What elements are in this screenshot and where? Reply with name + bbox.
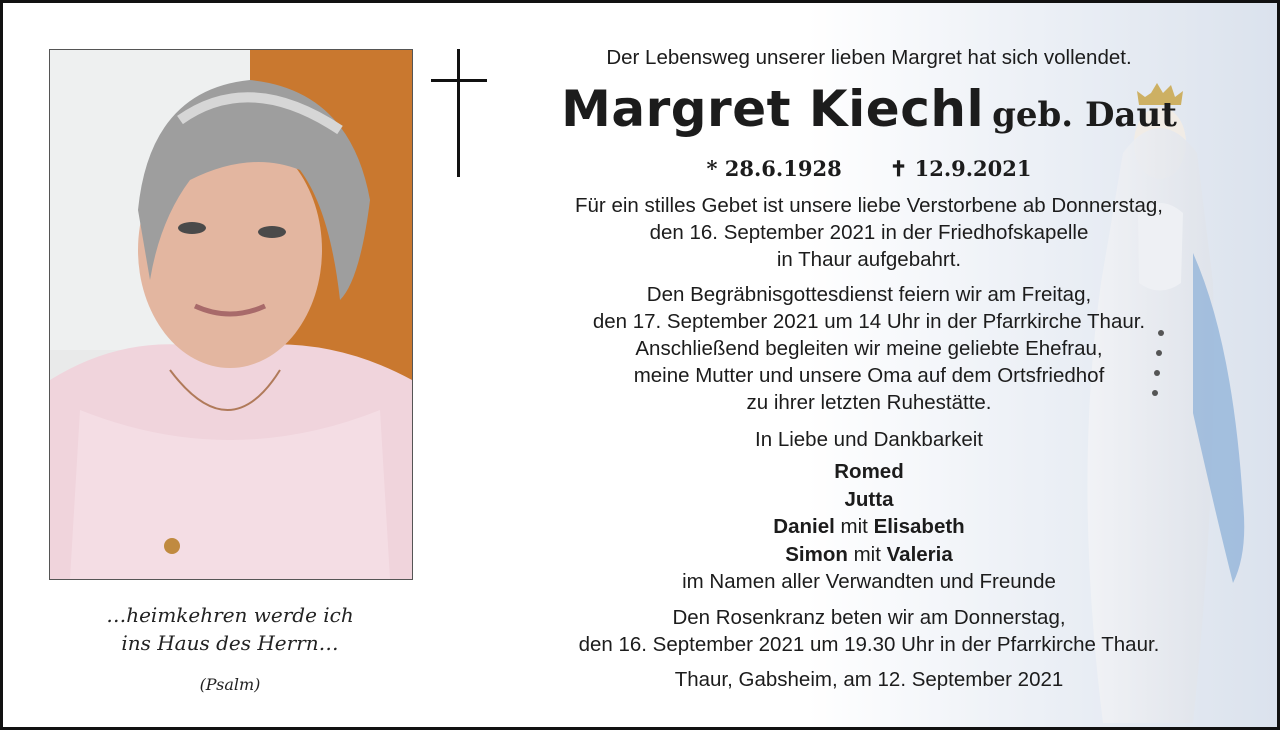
birth-name: geb. Daut [992,95,1177,135]
viewing-line: Für ein stilles Gebet ist unsere liebe Verstorbene ab Donnerstag, [575,194,1163,217]
psalm-line-2: ins Haus des Herrn… [121,631,339,655]
psalm-line-1: …heimkehren werde ich [106,603,354,627]
psalm-source: (Psalm) [199,675,261,694]
funeral-line: zu ihrer letzten Ruhestätte. [746,391,992,414]
place-and-date: Thaur, Gabsheim, am 12. September 2021 [674,667,1064,691]
signer-name: Romed [834,460,904,483]
signer-name: Simon [785,542,848,566]
viewing-line: den 16. September 2021 in der Friedhofskapelle [649,221,1089,244]
life-dates [503,154,1235,184]
intro-line: Der Lebensweg unserer lieben Margret hat sich vollendet. [606,46,1132,69]
viewing-paragraph [503,192,1235,273]
psalm-quote [49,601,411,699]
portrait-photo [49,49,413,580]
funeral-paragraph [503,281,1235,416]
funeral-line: Anschließend begleiten wir meine geliebte Ehefrau, [635,337,1103,360]
birth-date: * 28.6.1928 [706,156,842,181]
signer-name: Valeria [886,542,953,566]
viewing-line: in Thaur aufgebahrt. [776,248,962,271]
funeral-line: Den Begräbnisgottesdienst feiern wir am Freitag, [646,283,1092,306]
signers [503,458,1235,596]
funeral-line: den 17. September 2021 um 14 Uhr in der Pfarrkirche Thaur. [592,310,1146,333]
funeral-line: meine Mutter und unsere Oma auf dem Ortsfriedhof [633,364,1105,387]
deceased-name [503,77,1235,152]
rosary-paragraph [503,604,1235,658]
cross-icon [431,49,487,177]
closing-line: In Liebe und Dankbarkeit [755,428,983,451]
signer-pair [503,513,1235,541]
signer-pair [503,541,1235,569]
death-date: ✝ 12.9.2021 [889,156,1032,181]
signer-name: Elisabeth [873,515,965,538]
notice-text [503,43,1235,694]
signer-name: Daniel [773,515,835,538]
signer-connector: mit [853,542,881,566]
rosary-line: Den Rosenkranz beten wir am Donnerstag, [672,605,1066,629]
signer-connector: mit [840,515,868,538]
full-name: Margret Kiechl [561,80,985,138]
rosary-line: den 16. September 2021 um 19.30 Uhr in der Pfarrkirche Thaur. [578,632,1160,656]
family-line: im Namen aller Verwandten und Freunde [682,570,1056,593]
signer-name: Jutta [844,487,894,511]
